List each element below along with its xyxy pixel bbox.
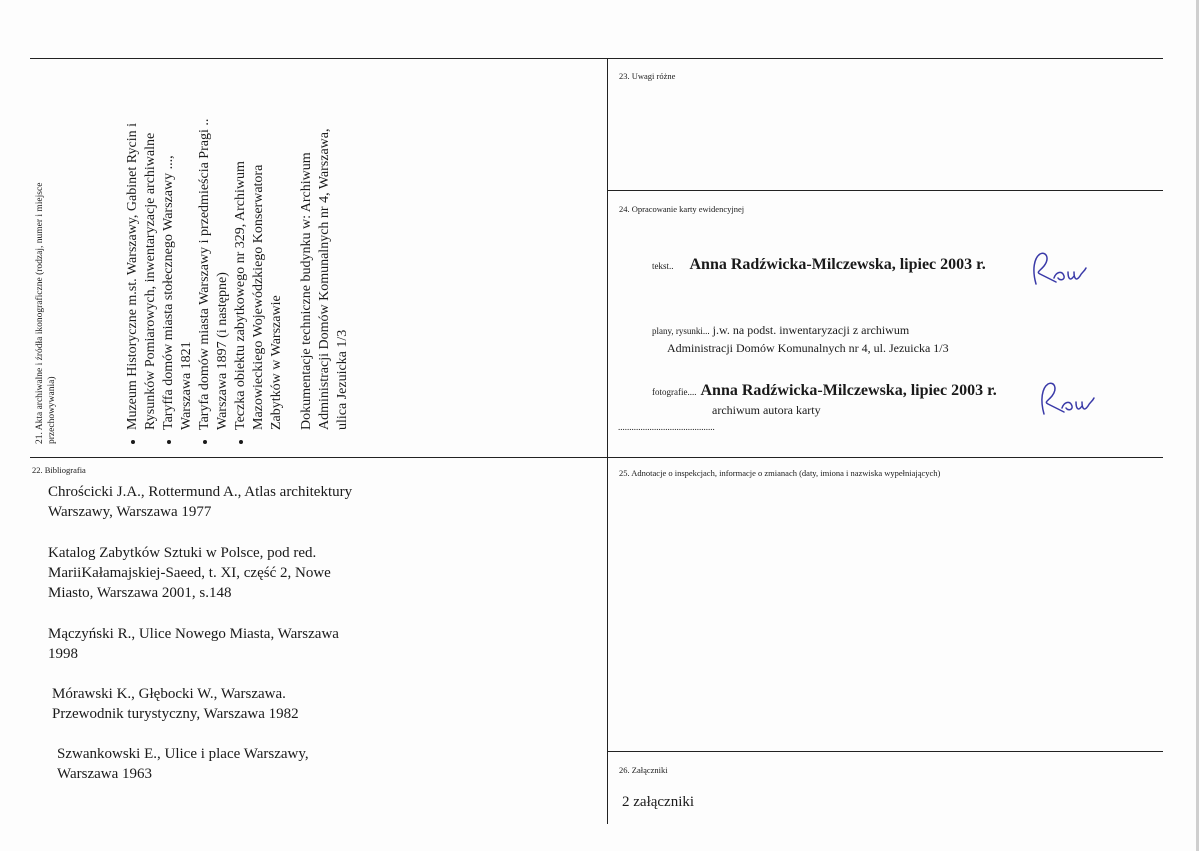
bibliography-entry: Chrościcki J.A., Rottermund A., Atlas architektury Warszawy, Warszawa 1977 [48,484,353,520]
section-26-label: 26. Załączniki [619,765,668,775]
dotted-line: ........................................... [618,422,715,432]
archive-item: • Taryfa domów miasta Warszawy i przedmieścia Pragi .. Warszawa 1897 (i następne) [196,119,232,430]
archive-item: • Teczka obiektu zabytkowego nr 329, Archiwum Mazowieckiego Wojewódzkiego Konserwatora Zabytków w Warszawie [232,119,286,430]
photos-note: archiwum autora karty [712,403,821,417]
drawings-line2: Administracji Domów Komunalnych nr 4, ul. Jezuicka 1/3 [667,341,949,355]
rule-25-26 [607,751,1163,752]
photos-prefix: fotografie.... [652,387,697,397]
text-prefix: tekst.. [652,261,674,271]
bibliography-entry: Mórawski K., Głębocki W., Warszawa. Przewodnik turystyczny, Warszawa 1982 [52,686,299,722]
photos-author: Anna Radźwicka-Milczewska, lipiec 2003 r. [700,382,997,399]
rule-23-24 [607,190,1163,191]
drawings-line1: j.w. na podst. inwentaryzacji z archiwum [712,323,910,337]
bibliography-entry: Mączyński R., Ulice Nowego Miasta, Warszawa 1998 [48,626,339,662]
bibliography-entry: Szwankowski E., Ulice i place Warszawy, Warszawa 1963 [57,746,309,782]
middle-rule-right [607,457,1163,458]
archive-list [124,119,286,448]
drawings-prefix: plany, rysunki... [652,326,710,336]
section-21-sources [124,119,352,448]
section-21-label: 21. Akta archiwalne i źródła ikonograficzne (rodzaj, numer i miejsce przechowywania) [35,182,57,444]
section-25-label: 25. Adnotacje o inspekcjach, informacje o zmianach (daty, imiona i nazwiska wypełniających) [619,468,941,478]
section-22-label: 22. Bibliografia [32,465,86,475]
middle-rule-left [30,457,607,458]
section-23-label: 23. Uwagi różne [619,71,676,81]
attachments-value: 2 załączniki [622,794,695,810]
bibliography-entry: Katalog Zabytków Sztuki w Polsce, pod red. MariiKałamajskiej-Saeed, t. XI, część 2, Nowe Miasto, Warszawa 2001, s.148 [48,545,331,601]
section-21 [30,58,607,457]
section-24-label: 24. Opracowanie karty ewidencyjnej [619,204,745,214]
drawings-row [652,322,949,357]
text-author-row [652,256,986,274]
signature-image [1036,380,1098,418]
text-author: Anna Radźwicka-Milczewska, lipiec 2003 r. [689,256,986,273]
signature-image [1028,250,1090,288]
column-divider [607,58,608,824]
archive-item: • Taryffa domów miasta stołecznego Warszawy ..., Warszawa 1821 [160,119,196,430]
archive-item: • Muzeum Historyczne m.st. Warszawy, Gabinet Rycin i Rysunków Pomiarowych, inwentaryzacje archiwalne [124,119,160,430]
photos-row [652,382,997,400]
technical-docs: Dokumentacje techniczne budynku w: Archiwum Administracji Domów Komunalnych nr 4, Warszawa, ulica Jezuicka 1/3 [299,128,350,430]
